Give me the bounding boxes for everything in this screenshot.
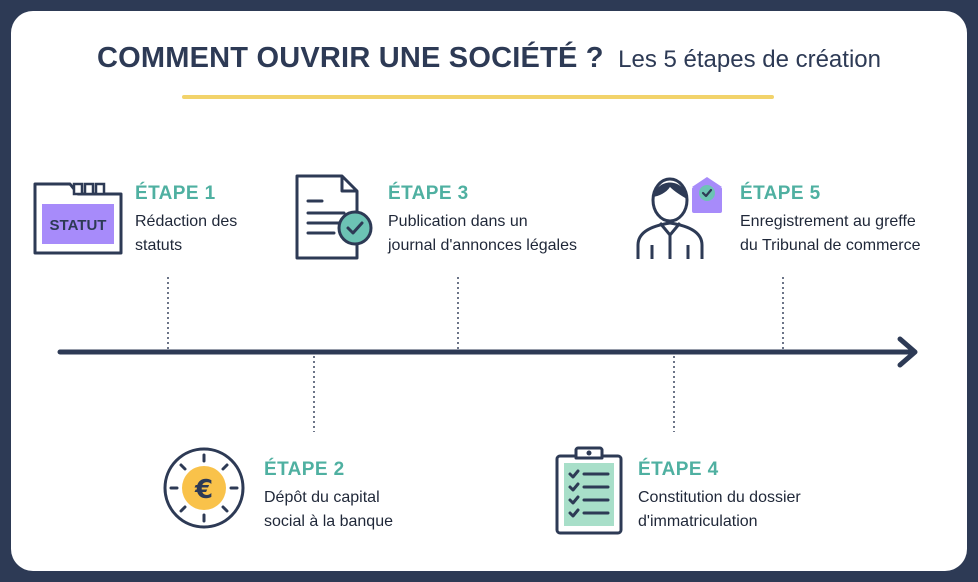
step-5-line-1: Enregistrement au greffe [740,213,916,230]
step-3-label: ÉTAPE 3 [388,183,469,204]
step-2-text [264,486,393,534]
person-mail-icon [634,173,726,263]
svg-text:STATUT: STATUT [49,217,107,234]
clipboard-checklist-icon [554,446,624,536]
step-3-line-2: journal d'annonces légales [388,237,577,254]
step-2-line-1: Dépôt du capital [264,489,380,506]
step-3-text [388,210,577,258]
step-5-text [740,210,921,258]
step-5-label: ÉTAPE 5 [740,183,821,204]
svg-text:€: € [194,475,214,505]
statut-folder-icon [32,180,124,256]
step-3-line-1: Publication dans un [388,213,528,230]
title-sub: Les 5 étapes de création [618,46,881,73]
step-4-text [638,486,801,534]
step-2-line-2: social à la banque [264,513,393,530]
euro-coin-icon [162,446,246,530]
step-1-line-2: statuts [135,237,183,254]
step-5-line-2: du Tribunal de commerce [740,237,921,254]
step-1-line-1: Rédaction des [135,213,238,230]
title-main: COMMENT OUVRIR UNE SOCIÉTÉ ? [97,42,604,74]
step-1-label: ÉTAPE 1 [135,183,216,204]
step-4-line-2: d'immatriculation [638,513,758,530]
step-2-label: ÉTAPE 2 [264,459,345,480]
step-4-line-1: Constitution du dossier [638,489,801,506]
step-4-label: ÉTAPE 4 [638,459,719,480]
step-1-text [135,210,237,258]
document-check-icon [294,173,374,261]
